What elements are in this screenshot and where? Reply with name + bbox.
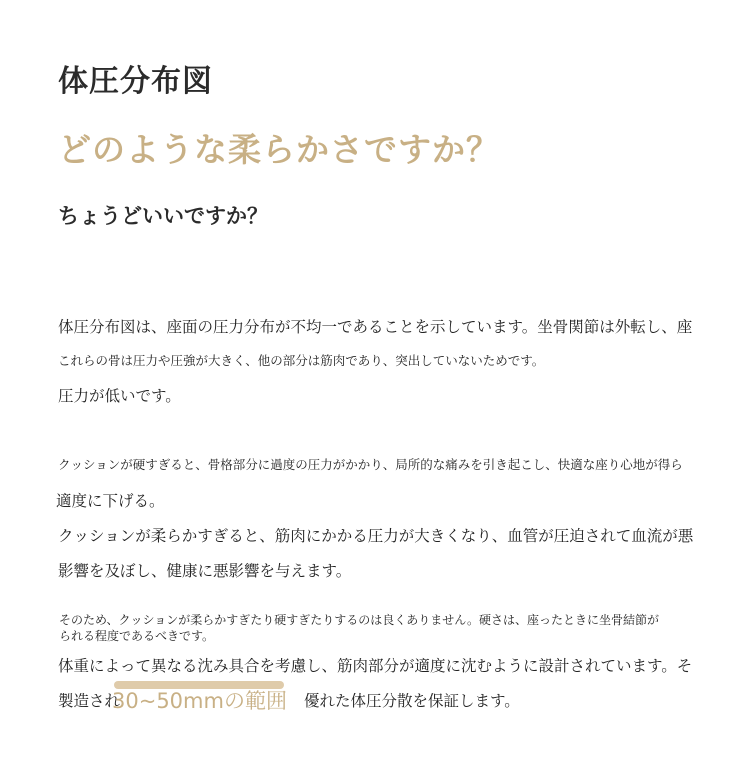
paragraph-4-line-2: られる程度であるべきです。 bbox=[59, 629, 215, 643]
page-title: 体圧分布図 bbox=[58, 64, 213, 99]
depth-range-highlight bbox=[104, 679, 294, 721]
paragraph-1-line-2: これらの骨は圧力や圧強が大きく、他の部分は筋肉であり、突出していないためです。 bbox=[58, 353, 545, 368]
paragraph-2-line-2: 適度に下げる。 bbox=[56, 492, 165, 510]
paragraph-5-line-1: 体重によって異なる沈み具合を考慮し、筋肉部分が適度に沈むように設計されています。そ bbox=[58, 657, 693, 675]
paragraph-5-line-2-start: 製造され bbox=[58, 692, 121, 710]
page-subtitle: どのような柔らかさですか？ bbox=[58, 130, 500, 169]
paragraph-1-line-1: 体圧分布図は、座面の圧力分布が不均一であることを示しています。坐骨関節は外転し、座 bbox=[58, 318, 693, 336]
paragraph-5-line-2-end: 優れた体圧分散を保証します。 bbox=[304, 692, 520, 710]
paragraph-3-line-1: クッションが柔らかすぎると、筋肉にかかる圧力が大きくなり、血管が圧迫されて血流が悪 bbox=[58, 527, 694, 545]
paragraph-3-line-2: 影響を及ぼし、健康に悪影響を与えます。 bbox=[58, 562, 352, 580]
paragraph-4-line-1: そのため、クッションが柔らかすぎたり硬すぎたりするのは良くありません。硬さは、座ったときに坐骨結節が bbox=[59, 613, 660, 627]
depth-range-label: 30~50mmの範囲 bbox=[112, 689, 287, 713]
paragraph-1-line-3: 圧力が低いです。 bbox=[58, 387, 181, 405]
section-question: ちょうどいいですか？ bbox=[58, 204, 268, 228]
paragraph-2-line-1: クッションが硬すぎると、骨格部分に過度の圧力がかかり、局所的な痛みを引き起こし、快適な座り心地が得ら bbox=[58, 457, 683, 472]
